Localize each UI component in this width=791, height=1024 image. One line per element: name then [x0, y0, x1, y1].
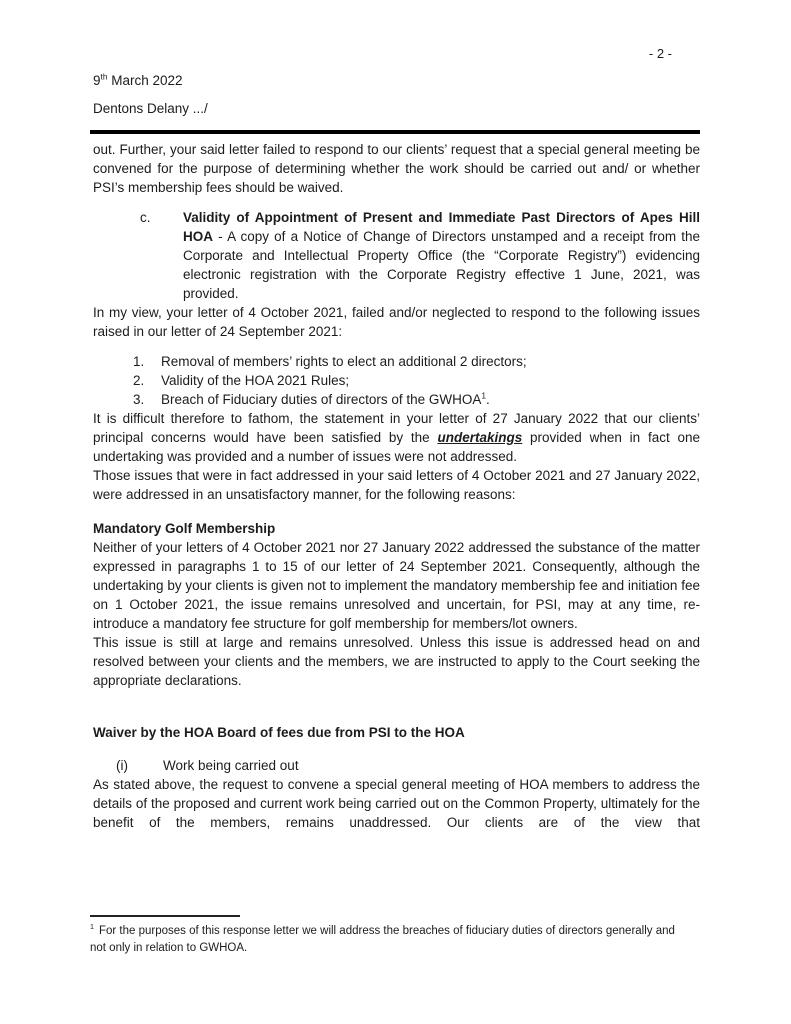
footnote-separator-rule — [90, 915, 240, 917]
list-item-text-main: Breach of Fiduciary duties of directors of the GWHOA — [161, 392, 482, 407]
fathom-paragraph — [93, 409, 700, 466]
footnote-text — [90, 923, 690, 957]
list-item-text: Validity of the HOA 2021 Rules; — [161, 373, 350, 388]
letter-body — [93, 140, 700, 832]
list-item-text-suffix: . — [486, 392, 490, 407]
item-c-label: c. — [140, 210, 151, 225]
footnote-marker: 1 — [90, 923, 94, 932]
issue-at-large-paragraph: This issue is still at large and remains unresolved. Unless this issue is addressed head on and resolved between your clients and the members, we are instructed to apply to the Court seeking the appropriate declarations. — [93, 635, 700, 688]
list-item — [133, 371, 700, 390]
waiver-heading: Waiver by the HOA Board of fees due from PSI to the HOA — [93, 725, 465, 740]
work-paragraph: As stated above, the request to convene a special general meeting of HOA members to address the details of the proposed and current work being carried out on the Common Property, ultimately for the benefit of the members, remains unaddressed. Our clients are of the view that — [93, 777, 700, 830]
fathom-before: It is difficult therefore to fathom, the statement in your letter of 27 January 2022 that our clients’ principal concerns would have been satisfied by the — [93, 411, 700, 445]
date-line — [93, 71, 183, 90]
roman-item-label: (i) — [116, 758, 128, 773]
roman-item-text: Work being carried out — [163, 758, 299, 773]
list-item — [133, 390, 700, 409]
lettered-item-c — [93, 208, 700, 303]
footnote-body: For the purposes of this response letter we will address the breaches of fiduciary duties of directors generally and not only in relation to GWHOA. — [90, 925, 675, 954]
list-item-text: Removal of members’ rights to elect an additional 2 directors; — [161, 354, 527, 369]
item-c-body: - A copy of a Notice of Change of Directors unstamped and a receipt from the Corporate and Intellectual Property Office (the “Corporate Registry”) evidencing electronic registration with the Corporate Registry effective 1 June, 2021, was provided. — [183, 229, 700, 301]
list-item-marker: 3. — [133, 392, 145, 407]
emphasized-word: undertakings — [437, 430, 523, 445]
fathom-after: provided when in fact one undertaking was provided and a number of issues were not addressed. — [93, 430, 701, 464]
addressee-line: Dentons Delany .../ — [93, 101, 208, 116]
golf-paragraph: Neither of your letters of 4 October 2021 nor 27 January 2022 addressed the substance of the matter expressed in paragraphs 1 to 15 of our letter of 24 September 2021. Consequently, although the undertaking by your clients is given not to implement the mandatory membership fee and initiation fee on 1 October 2021, the issue remains unresolved and uncertain, for PSI, may at any time, re-introduce a mandatory fee structure for golf membership for members/lot owners. — [93, 540, 700, 631]
item-c-title: Validity of Appointment of Present and Immediate Past Directors of Apes Hill HOA — [183, 210, 700, 244]
footnote-area — [90, 915, 690, 957]
header-divider-rule — [90, 130, 700, 134]
golf-membership-heading: Mandatory Golf Membership — [93, 521, 276, 536]
date-rest: March 2022 — [107, 73, 183, 88]
date-day: 9 — [93, 73, 101, 88]
list-item-marker: 2. — [133, 373, 145, 388]
page-number: - 2 - — [648, 46, 672, 61]
list-item-marker: 1. — [133, 354, 145, 369]
list-item — [133, 352, 700, 371]
issues-list — [133, 352, 700, 409]
roman-item-i — [93, 756, 700, 775]
view-paragraph: In my view, your letter of 4 October 2021, failed and/or neglected to respond to the following issues raised in our letter of 24 September 2021: — [93, 305, 700, 339]
item-c-text — [183, 208, 700, 303]
date-ordinal: th — [100, 71, 108, 82]
those-issues-paragraph: Those issues that were in fact addressed in your said letters of 4 October 2021 and 27 January 2022, were addressed in an unsatisfactory manner, for the following reasons: — [93, 468, 700, 502]
list-item-text — [161, 390, 700, 409]
continuation-paragraph: out. Further, your said letter failed to respond to our clients’ request that a special general meeting be convened for the purpose of determining whether the work should be carried out and/ or whether PSI’s membership fees should be waived. — [93, 142, 700, 195]
footnote-reference: 1 — [481, 390, 487, 401]
